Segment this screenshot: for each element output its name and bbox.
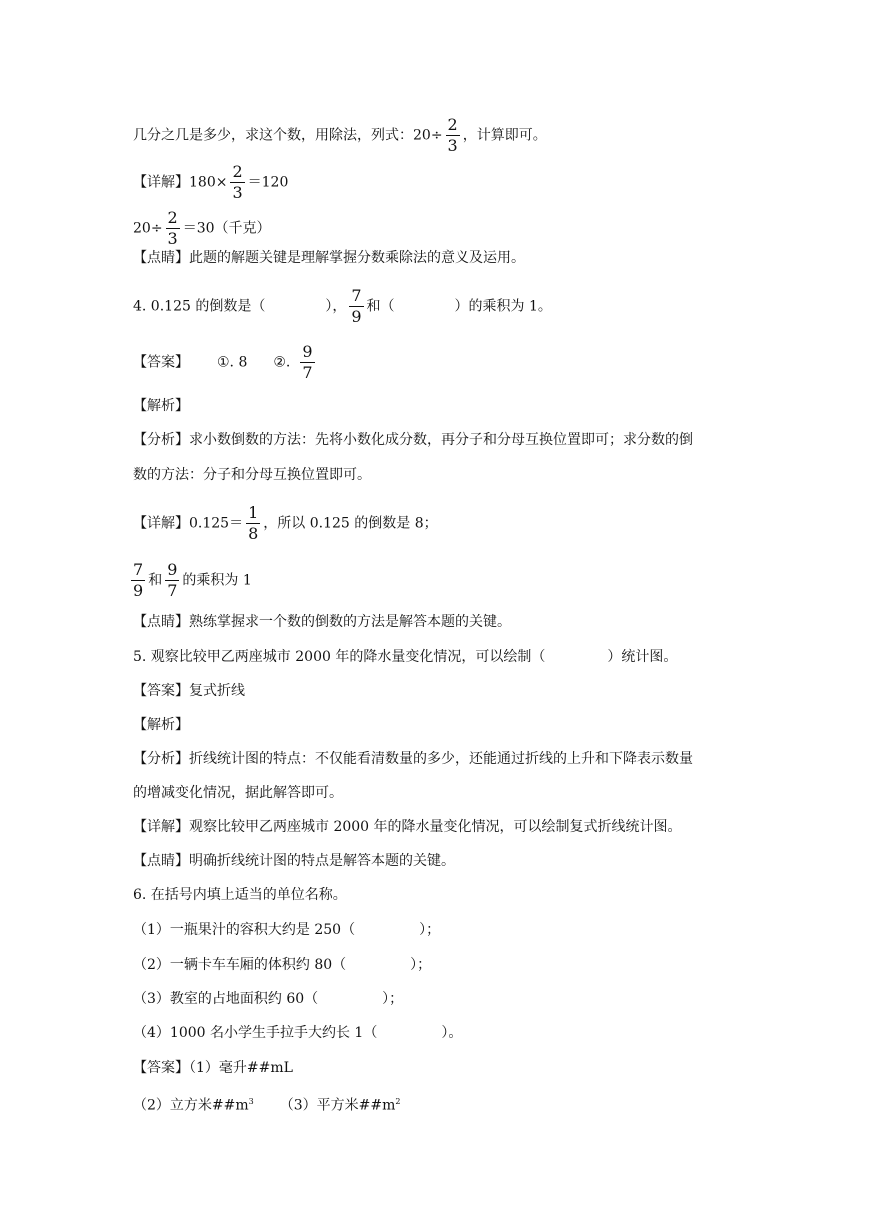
fraction: $\frac{9}{7}$ [167,560,178,600]
answer-line: 【答案】 ①. 8 ②. $\frac{9}{7}$ [133,342,313,382]
text-line: $\frac{7}{9}$ 和 $\frac{9}{7}$ 的乘积为 1 [133,560,252,600]
answer-line: 【答案】（1）毫升##mL [133,1060,293,1076]
question-5: 5. 观察比较甲乙两座城市 2000 年的降水量变化情况，可以绘制（ ）统计图。 [133,649,678,665]
text-line: 【分析】求小数倒数的方法：先将小数化成分数，再分子和分母互换位置即可；求分数的倒 [133,432,693,448]
text-line: 【点睛】此题的解题关键是理解掌握分数乘除法的意义及运用。 [133,250,525,266]
fraction: $\frac{2}{3}$ [232,162,243,202]
sub-question: （2）一辆卡车车厢的体积约 80（ ）； [133,957,432,973]
text-line: 【点睛】熟练掌握求一个数的倒数的方法是解答本题的关键。 [133,614,511,630]
text-line: 【详解】180× $\frac{2}{3}$ ＝120 [133,162,289,202]
answer-line: （2）立方米$\#\#m^3$ （3）平方米$\#\#m^2$ [133,1097,401,1114]
sub-question: （3）教室的占地面积约 60（ ）； [133,991,404,1007]
text-line: 【解析】 [133,717,189,733]
text-line: 【详解】观察比较甲乙两座城市 2000 年的降水量变化情况，可以绘制复式折线统计图。 [133,819,682,835]
answer-line: 【答案】复式折线 [133,683,245,699]
sub-question: （1）一瓶果汁的容积大约是 250（ ）； [133,922,441,938]
question-6: 6. 在括号内填上适当的单位名称。 [133,887,347,903]
text-line: 几分之几是多少，求这个数，用除法，列式：20÷ $\frac{2}{3}$ ，计算即可。 [133,115,547,155]
fraction: $\frac{1}{8}$ [248,503,259,543]
text-line: 20÷ $\frac{2}{3}$ ＝30（千克） [133,208,271,248]
fraction: $\frac{2}{3}$ [167,208,178,248]
text-line: 【分析】折线统计图的特点：不仅能看清数量的多少，还能通过折线的上升和下降表示数量 [133,751,693,767]
fraction: $\frac{7}{9}$ [133,560,144,600]
fraction: $\frac{2}{3}$ [447,115,458,155]
text-line: 【点睛】明确折线统计图的特点是解答本题的关键。 [133,853,455,869]
fraction: $\frac{7}{9}$ [351,286,362,326]
text-line: 的增减变化情况，据此解答即可。 [133,785,343,801]
fraction: $\frac{9}{7}$ [302,342,313,382]
text-line: 【详解】0.125＝ $\frac{1}{8}$ ，所以 0.125 的倒数是 8； [133,503,438,543]
text-line: 【解析】 [133,398,189,414]
text-line: 数的方法：分子和分母互换位置即可。 [133,467,371,483]
question-4: 4. 0.125 的倒数是（ ）， $\frac{7}{9}$ 和（ ）的乘积为 1。 [133,286,552,326]
sub-question: （4）1000 名小学生手拉手大约长 1（ ）。 [133,1025,463,1041]
